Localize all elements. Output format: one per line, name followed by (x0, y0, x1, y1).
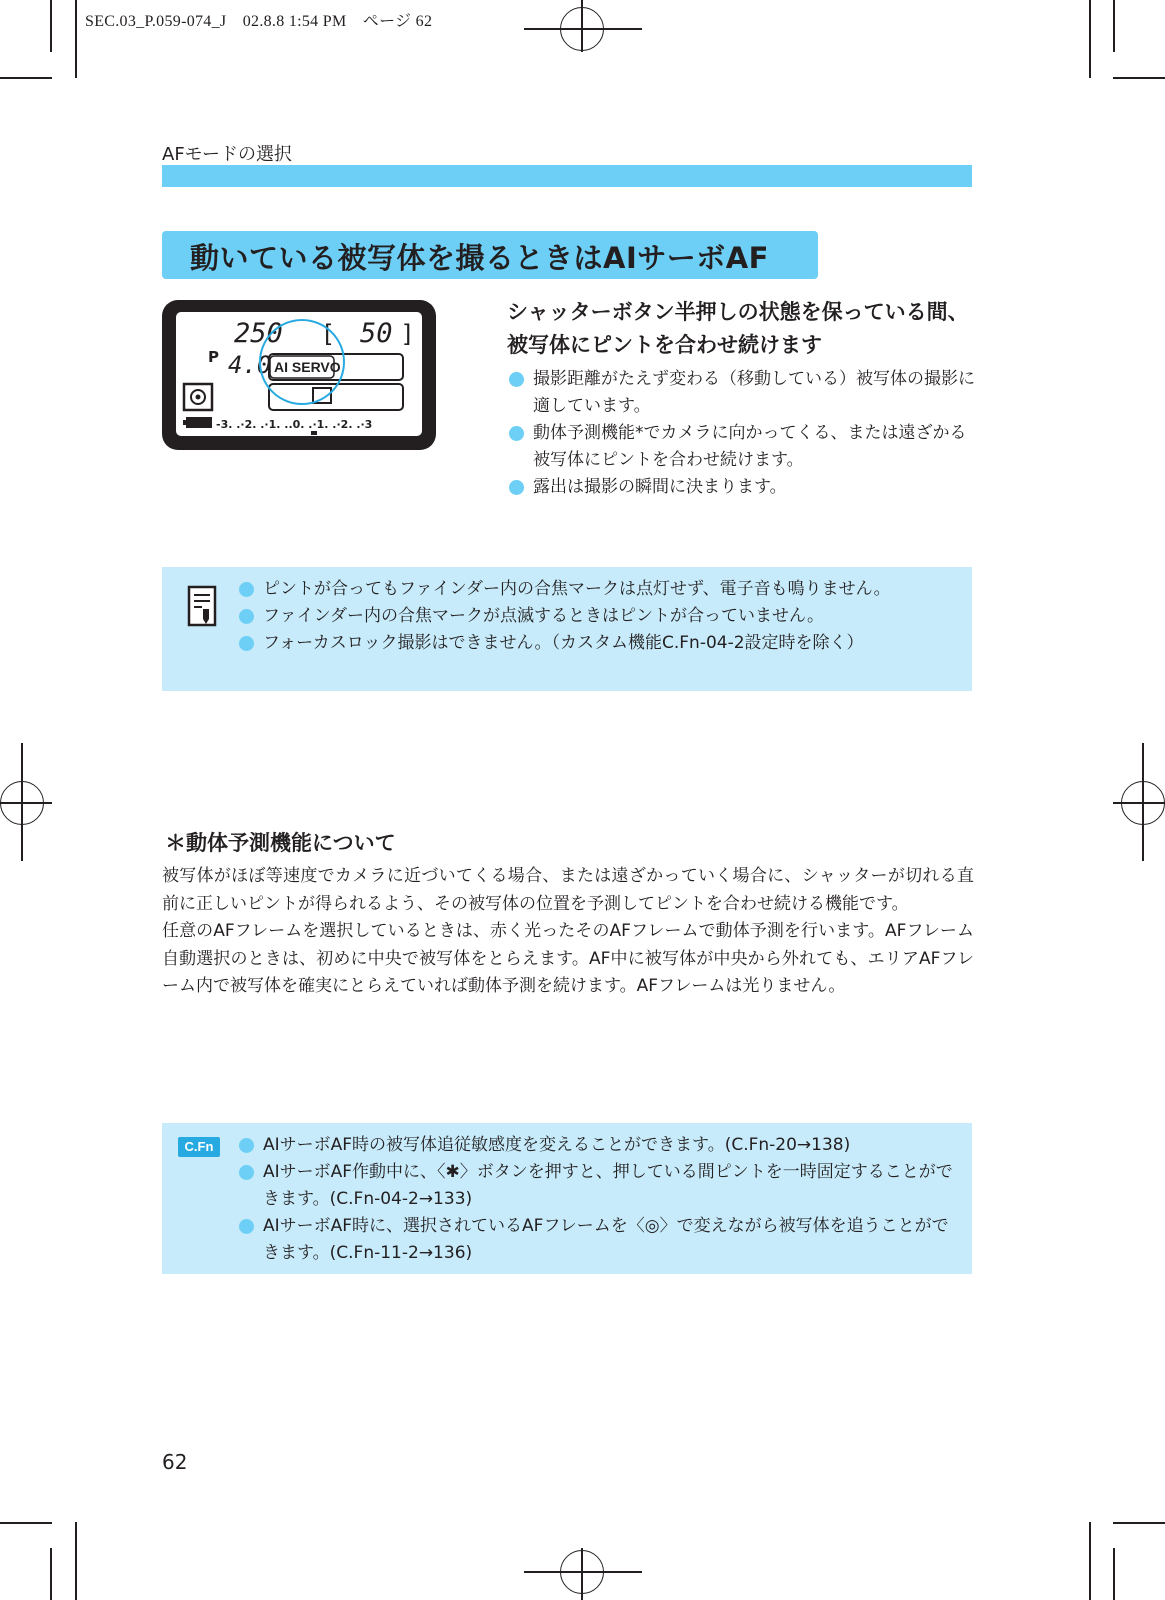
list-item: 撮影距離がたえず変わる（移動している）被写体の撮影に適しています。 (507, 366, 977, 420)
print-slug: SEC.03_P.059-074_J 02.8.8 1:54 PM ページ 62 (85, 13, 433, 30)
feature-list (507, 366, 977, 501)
lcd-panel-illustration (162, 300, 436, 450)
lcd-shots-value: 50 (360, 318, 393, 349)
header-bar (162, 165, 972, 187)
battery-icon (186, 417, 212, 428)
lcd-bracket: [ (324, 320, 334, 348)
page-title: 動いている被写体を撮るときはAIサーボAF (190, 241, 769, 275)
list-item: AIサーボAF時に、選択されているAFフレームを〈◎〉で変えながら被写体を追うことができます。(C.Fn-11-2→136) (237, 1213, 965, 1267)
memo-icon (187, 585, 217, 631)
note-list (237, 576, 965, 657)
list-item: フォーカスロック撮影はできません。（カスタム機能C.Fn-04-2設定時を除く） (237, 630, 965, 657)
list-item: AIサーボAF時の被写体追従敏感度を変えることができます。(C.Fn-20→138) (237, 1132, 965, 1159)
custom-function-list (237, 1132, 965, 1267)
svg-text:]: ] (402, 320, 412, 348)
paragraph: 被写体がほぼ等速度でカメラに近づいてくる場合、または遠ざかっていく場合に、シャッターが切れる直前に正しいピントが得られるよう、その被写体の位置を予測してピントを合わせ続ける機能です。 (162, 866, 974, 914)
page-number: 62 (162, 1450, 188, 1474)
lcd-screen (176, 312, 422, 436)
list-item: 露出は撮影の瞬間に決まります。 (507, 474, 977, 501)
list-item: ピントが合ってもファインダー内の合焦マークは点灯せず、電子音も鳴りません。 (237, 576, 965, 603)
lcd-af-mode-label: AI SERVO (274, 359, 341, 375)
subheading: シャッターボタン半押しの状態を保っている間、被写体にピントを合わせ続けます (507, 300, 969, 357)
cfn-badge: C.Fn (178, 1137, 220, 1157)
list-item: 動体予測機能*でカメラに向かってくる、または遠ざかる被写体にピントを合わせ続けます。 (507, 420, 977, 474)
lcd-mode-value: P (208, 348, 219, 366)
list-item: AIサーボAF作動中に、〈✱〉ボタンを押すと、押している間ピントを一時固定することができます。(C.Fn-04-2→133) (237, 1159, 965, 1213)
lcd-display (176, 312, 422, 436)
section-heading: ＊動体予測機能について (165, 831, 396, 855)
lcd-shutter-value: 250 (234, 318, 283, 349)
lcd-aperture-value: 4.0 (228, 351, 272, 379)
list-item: ファインダー内の合焦マークが点滅するときはピントが合っていません。 (237, 603, 965, 630)
paragraph: 任意のAFフレームを選択しているときは、赤く光ったそのAFフレームで動体予測を行います。AFフレーム自動選択のときは、初めに中央で被写体をとらえます。AF中に被写体が中央から外れても、エリアAFフレーム内で被写体を確実にとらえていれば動体予測を続けます。AFフレームは光りません。 (162, 921, 974, 996)
section-label: AFモードの選択 (162, 144, 292, 165)
section-body (162, 863, 974, 1001)
lcd-exposure-scale: -3. .·2. .·1. ..0. .·1. .·2. .·3 (216, 418, 373, 431)
